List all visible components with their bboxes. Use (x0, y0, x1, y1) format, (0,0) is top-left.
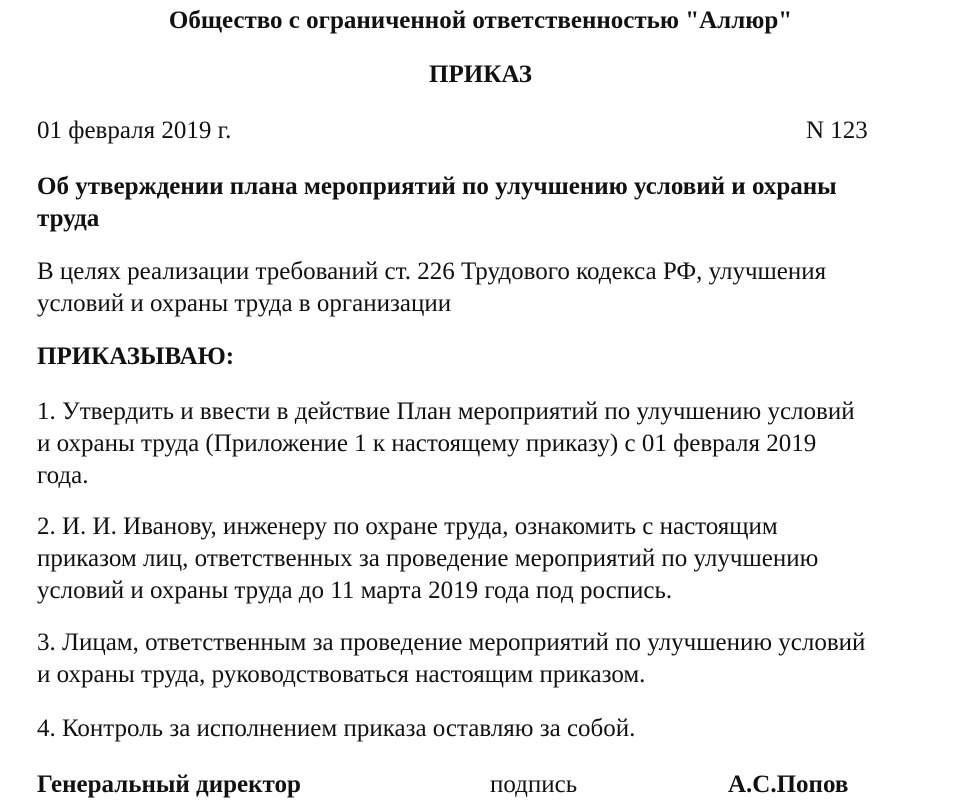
order-item-1 (37, 396, 942, 492)
subject-line: труда (37, 205, 100, 232)
item-line: 3. Лицам, ответственным за проведение мероприятий по улучшению условий (37, 629, 866, 656)
subject-line: Об утверждении плана мероприятий по улучшению условий и охраны (37, 173, 837, 200)
signatory-position: Генеральный директор (37, 771, 301, 798)
item-line: приказом лиц, ответственных за проведение мероприятий по улучшению (37, 545, 819, 572)
order-item-3 (37, 627, 942, 691)
order-subject (37, 171, 937, 235)
item-line: 4. Контроль за исполнением приказа оставляю за собой. (37, 715, 636, 742)
order-number: N 123 (806, 117, 868, 144)
signature-placeholder: подпись (490, 771, 578, 798)
preamble-line: В целях реализации требований ст. 226 Трудового кодекса РФ, улучшения (37, 258, 827, 285)
order-date: 01 февраля 2019 г. (37, 117, 232, 144)
item-line: 1. Утвердить и ввести в действие План мероприятий по улучшению условий (37, 398, 855, 425)
organization-name: Общество с ограниченной ответственностью "Аллюр" (168, 7, 793, 34)
item-line: и охраны труда (Приложение 1 к настоящему приказу) с 01 февраля 2019 (37, 430, 817, 457)
item-line: 2. И. И. Иванову, инженеру по охране труда, ознакомить с настоящим (37, 513, 778, 540)
order-preamble (37, 256, 937, 320)
signatory-name: А.С.Попов (728, 771, 849, 798)
document-title: ПРИКАЗ (429, 61, 532, 88)
order-item-4 (37, 713, 942, 745)
order-item-2 (37, 511, 942, 607)
item-line: и охраны труда, руководствоваться настоящим приказом. (37, 661, 646, 688)
order-word: ПРИКАЗЫВАЮ: (37, 343, 235, 370)
preamble-line: условий и охраны труда в организации (37, 290, 452, 317)
item-line: условий и охраны труда до 11 марта 2019 года под роспись. (37, 577, 673, 604)
item-line: года. (37, 462, 89, 489)
